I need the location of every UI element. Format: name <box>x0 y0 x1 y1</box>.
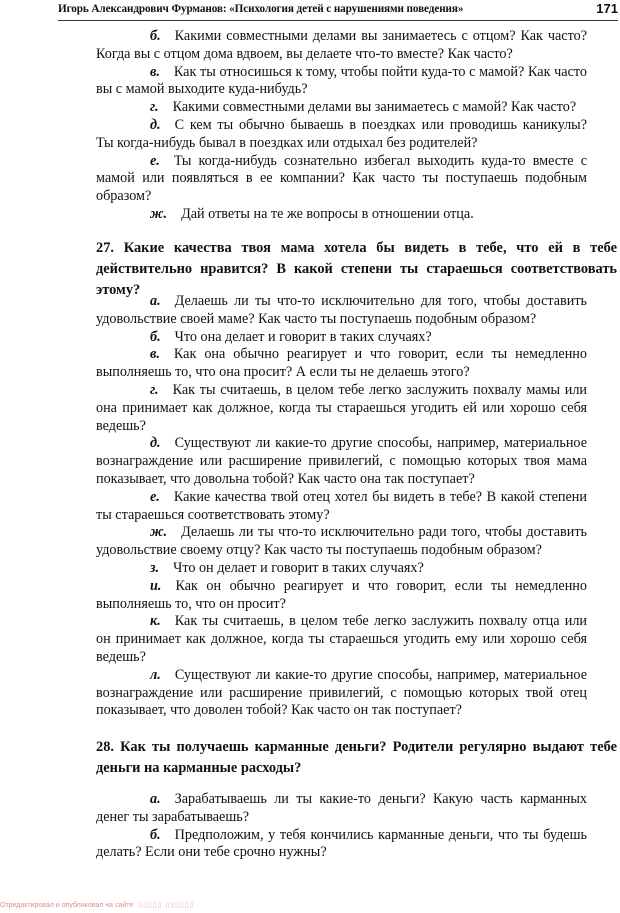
item-text: Что он делает и говорит в таких случаях? <box>173 559 424 576</box>
question-item <box>96 667 587 720</box>
question-item <box>96 28 587 64</box>
item-text: Как он обычно реагирует и что говорит, если ты немедленно выполняешь то, что он просит? <box>96 577 587 612</box>
question-item <box>96 153 587 206</box>
item-text: Как ты считаешь, в целом тебе легко заслужить похвалу отца или он принимает как должное, когда ты стараешься угодить ему или хорошо себя ведешь? <box>96 613 587 665</box>
item-letter: б. <box>150 826 161 843</box>
item-letter: и. <box>150 577 162 594</box>
question-item <box>96 117 587 153</box>
footer <box>0 901 195 909</box>
site-logo: ▯▯▯▯▯ ▯▯▯▯▯▯ <box>138 902 195 909</box>
running-header <box>58 2 618 21</box>
item-letter: к. <box>150 613 161 630</box>
item-text: Делаешь ли ты что-то исключительно ради того, чтобы доставить удовольствие своему отцу? Как часто ты поступаешь подобным образом? <box>96 524 587 559</box>
question-item <box>96 329 587 347</box>
item-letter: е. <box>150 152 160 169</box>
question-item <box>96 293 587 329</box>
item-letter: ж. <box>150 205 168 222</box>
item-text: Существуют ли какие-то другие способы, например, материальное вознаграждение или расширение привилегий, с помощью которых твой отец показывает, что доволен тобой? Как часто он так поступает? <box>96 666 587 719</box>
item-text: Что она делает и говорит в таких случаях? <box>174 328 432 345</box>
question-heading-27: 27. Какие качества твоя мама хотела бы видеть в тебе, что ей в тебе действительно нравится? В какой степени ты стараешься соответствовать этому? <box>96 240 617 298</box>
item-text: Как ты считаешь, в целом тебе легко заслужить похвалу мамы или она принимает как должное, когда ты стараешься угодить ей или хорошо себя ведешь? <box>96 381 587 434</box>
item-letter: б. <box>150 328 161 345</box>
item-letter: ж. <box>150 524 168 541</box>
item-letter: л. <box>150 666 161 683</box>
question-item <box>96 435 587 488</box>
question-item <box>96 613 587 666</box>
question-item <box>96 827 587 863</box>
question-heading-28: 28. Как ты получаешь карманные деньги? Родители регулярно выдают тебе деньги на карманные расходы? <box>96 739 617 776</box>
question-item <box>96 524 587 560</box>
question-item <box>96 206 587 224</box>
header-title: Игорь Александрович Фурманов: «Психология детей с нарушениями поведения» <box>58 3 464 15</box>
item-letter: в. <box>150 63 160 80</box>
item-letter: е. <box>150 488 160 505</box>
item-letter: в. <box>150 346 160 363</box>
item-letter: д. <box>150 116 161 133</box>
item-text: Зарабатываешь ли ты какие-то деньги? Какую часть карманных денег ты зарабатываешь? <box>96 791 587 825</box>
item-text: Как она обычно реагирует и что говорит, если ты немедленно выполняешь то, что она просит? А если ты не делаешь этого? <box>96 346 587 381</box>
item-text: Предположим, у тебя кончились карманные деньги, что ты будешь делать? Если они тебе срочно нужны? <box>96 826 587 861</box>
item-text: Ты когда-нибудь сознательно избегал выходить куда-то вместе с мамой или появляться в ее компании? Как часто ты поступаешь подобным образом? <box>96 152 587 205</box>
question-item <box>96 489 587 525</box>
question-list-26 <box>96 28 587 224</box>
item-letter: а. <box>150 791 161 807</box>
item-text: Как ты относишься к тому, чтобы пойти куда-то с мамой? Как часто вы с мамой выходите куда-нибудь? <box>96 63 587 98</box>
question-list-27 <box>96 293 587 720</box>
item-letter: з. <box>150 559 160 576</box>
item-text: Делаешь ли ты что-то исключительно для того, чтобы доставить удовольствие своей маме? Как часто ты поступаешь подобным образом? <box>96 293 587 327</box>
page-number: 171 <box>596 1 618 16</box>
item-text: С кем ты обычно бываешь в поездках или проводишь каникулы? Ты когда-нибудь бывал в поездках или отдыхал без родителей? <box>96 116 587 151</box>
item-text: Дай ответы на те же вопросы в отношении отца. <box>181 205 474 222</box>
item-letter: а. <box>150 293 161 309</box>
item-text: Какие качества твой отец хотел бы видеть в тебе? В какой степени ты стараешься соответствовать этому? <box>96 488 587 523</box>
question-item <box>96 382 587 435</box>
question-item <box>96 791 587 827</box>
item-letter: д. <box>150 435 161 452</box>
item-letter: г. <box>150 381 159 398</box>
item-text: Какими совместными делами вы занимаетесь с мамой? Как часто? <box>172 99 577 116</box>
question-item <box>96 578 587 614</box>
question-item <box>96 99 587 117</box>
item-text: Существуют ли какие-то другие способы, например, материальное вознаграждение или расширение привилегий, с помощью которых твоя мама показывает, что довольна тобой? Как часто она так поступает? <box>96 435 587 487</box>
item-letter: б. <box>150 28 161 44</box>
item-letter: г. <box>150 99 159 116</box>
question-item <box>96 346 587 382</box>
question-item <box>96 560 587 578</box>
footer-text: Отредактировал и опубликовал на сайте <box>0 902 134 909</box>
question-list-28 <box>96 791 587 862</box>
question-item <box>96 64 587 100</box>
item-text: Какими совместными делами вы занимаетесь с отцом? Как часто? Когда вы с отцом дома вдвоем, вы делаете что-то вместе? Как часто? <box>96 28 587 62</box>
